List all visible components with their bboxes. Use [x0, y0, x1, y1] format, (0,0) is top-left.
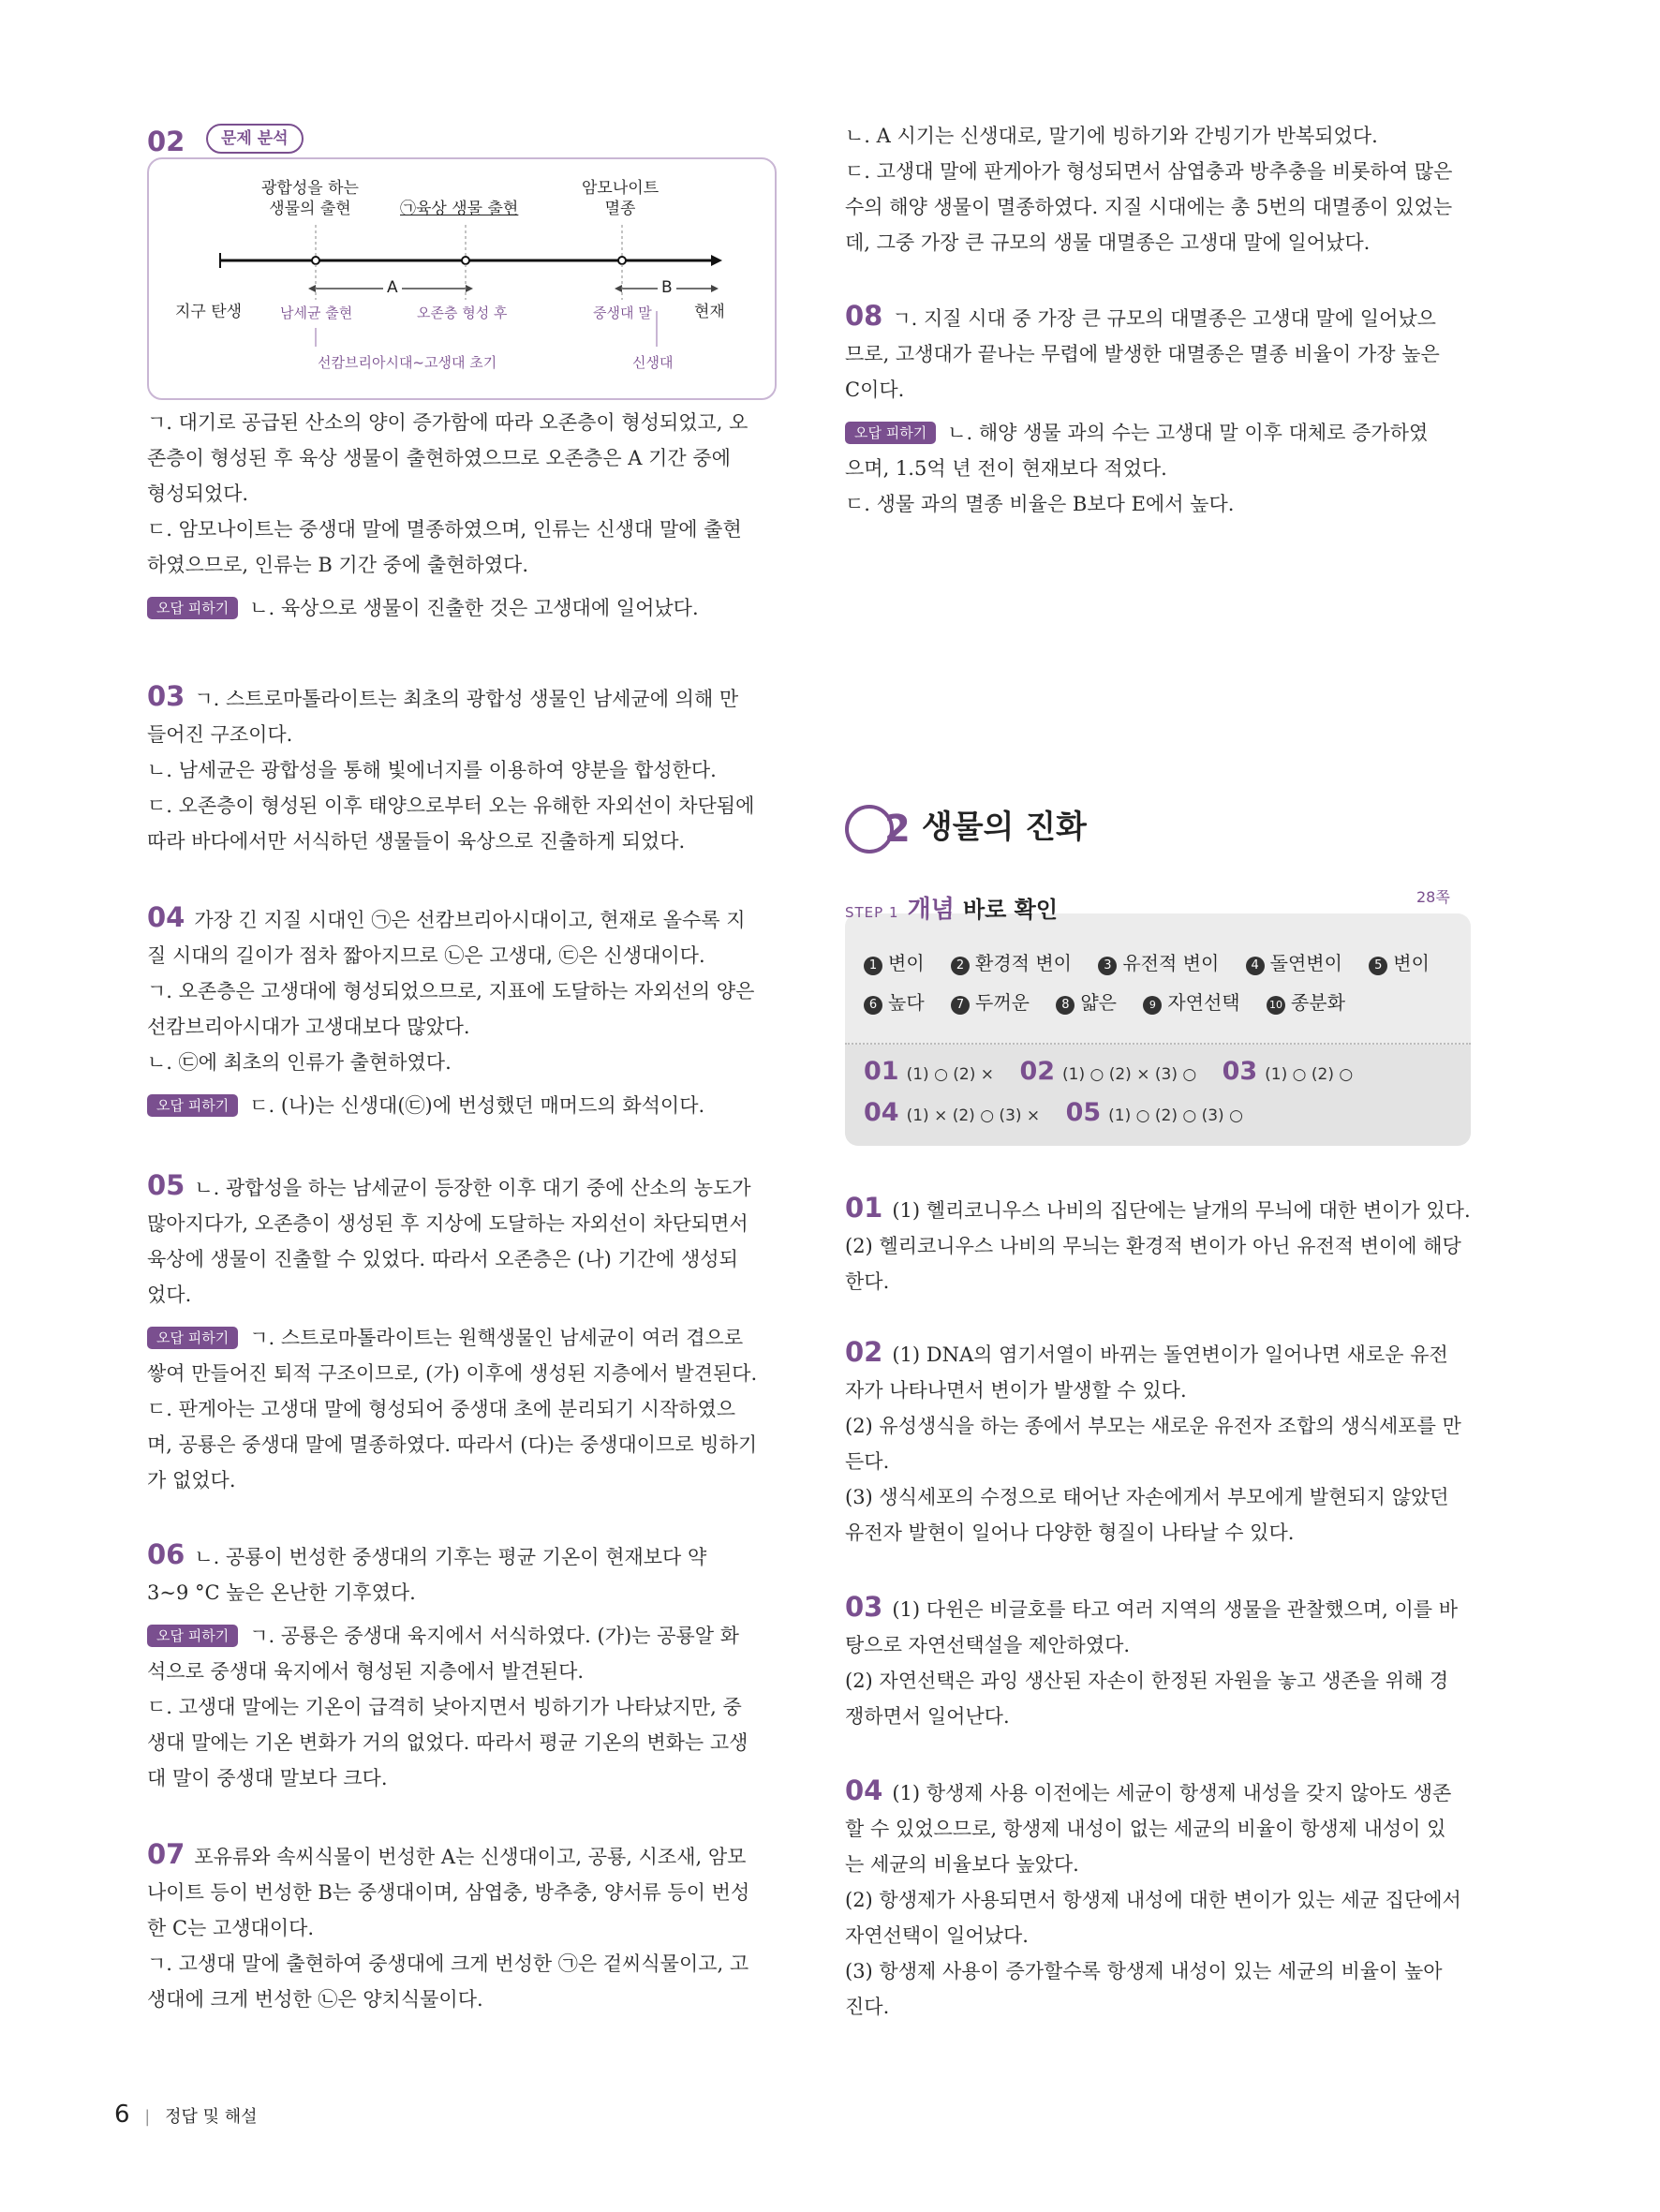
q03-number: 03	[147, 680, 185, 712]
section-title-text: 생물의 진화	[921, 809, 1087, 846]
answer-text: (1) ○ (2) × (3) ○	[1062, 1065, 1197, 1084]
label-photosynthesis: 광합성을 하는 생물의 출현	[261, 179, 359, 218]
answer-item	[1222, 1057, 1354, 1086]
line-text: (1) 헬리코니우스 나비의 집단에는 날개의 무늬에 대한 변이가 있다.	[892, 1199, 1471, 1222]
e01-explanation	[845, 1190, 1471, 1299]
e04-number: 04	[845, 1774, 883, 1806]
footer-divider: |	[144, 2107, 151, 2127]
avoid-line	[845, 415, 1471, 451]
q02-number: 02	[147, 126, 185, 157]
text-line: ㄴ. A 시기는 신생대로, 말기에 빙하기와 간빙기가 반복되었다.	[845, 125, 1378, 147]
text-line: 며, 공룡은 중생대 말에 멸종하였다. 따라서 (다)는 중생대이므로 빙하기	[147, 1433, 758, 1456]
text-line: 탕으로 자연선택설을 제안하였다.	[845, 1634, 1131, 1656]
step-title: 개념	[907, 896, 955, 924]
text-line	[147, 678, 773, 717]
text-line: 대 말이 중생대 말보다 크다.	[147, 1767, 388, 1789]
answer-text: (1) ○ (2) ○ (3) ○	[1108, 1106, 1243, 1125]
number-circle-icon: 10	[1267, 996, 1285, 1015]
text-line: 생대 말에는 기온 변화가 거의 없었다. 따라서 평균 기온의 변화는 고생	[147, 1731, 748, 1754]
text-line	[147, 899, 773, 938]
line-text: ㄱ. 스트로마톨라이트는 최초의 광합성 생물인 남세균에 의해 만	[194, 688, 739, 710]
text-line: 생대에 크게 번성한 ㉡은 양치식물이다.	[147, 1988, 483, 2011]
q06-explanation	[147, 1537, 773, 1796]
timeline-diagram	[147, 157, 777, 400]
page-reference: 28쪽	[1416, 888, 1450, 906]
answer-item	[864, 1098, 1041, 1127]
q03-explanation	[147, 678, 773, 859]
concept-item	[864, 991, 925, 1014]
concept-item	[1267, 991, 1345, 1014]
answer-number: 05	[1065, 1098, 1102, 1127]
text-line: ㄱ. 고생대 말에 출현하여 중생대에 크게 번성한 ㉠은 겉씨식물이고, 고	[147, 1952, 749, 1975]
text-line	[147, 1836, 773, 1875]
problem-analysis-badge: 문제 분석	[206, 124, 304, 154]
e04-explanation	[845, 1773, 1471, 2025]
q02-explanation	[147, 405, 773, 626]
text-line: 는 세균의 비율보다 높았다.	[845, 1853, 1079, 1876]
line-text: 가장 긴 지질 시대인 ㉠은 선캄브리아시대이고, 현재로 올수록 지	[194, 909, 746, 931]
text-line: 든다.	[845, 1450, 890, 1473]
line-text: 포유류와 속씨식물이 번성한 A는 신생대이고, 공룡, 시조새, 암모	[194, 1846, 747, 1868]
q06-number: 06	[147, 1538, 185, 1570]
label-ozone: 오존층 형성 후	[417, 304, 508, 321]
answer-item	[1019, 1057, 1197, 1086]
text-line: 유전자 발현이 일어나 다양한 형질이 나타날 수 있다.	[845, 1522, 1295, 1544]
text-line: (2) 항생제가 사용되면서 항생제 내성에 대한 변이가 있는 세균 집단에서	[845, 1889, 1461, 1911]
text-line: 많아지다가, 오존층이 생성된 후 지상에 도달하는 자외선이 차단되면서	[147, 1212, 748, 1235]
q07-explanation	[147, 1836, 773, 2017]
answers-row-1	[864, 1057, 1353, 1086]
text-line: 들어진 구조이다.	[147, 723, 293, 746]
avoid-tag: 오답 피하기	[147, 1625, 238, 1647]
text-line	[147, 1167, 773, 1206]
answer-text: (1) ○ (2) ×	[906, 1065, 995, 1084]
text-line	[845, 1334, 1471, 1373]
section-title	[845, 801, 1087, 854]
text-line: C이다.	[845, 379, 905, 401]
number-circle-icon: 3	[1098, 957, 1117, 975]
text-line: 할 수 있었으므로, 항생제 내성이 없는 세균의 비율이 항생제 내성이 있	[845, 1818, 1446, 1840]
text-line: 었다.	[147, 1284, 192, 1306]
avoid-tag: 오답 피하기	[147, 1327, 238, 1349]
avoid-text: ㄴ. 해양 생물 과의 수는 고생대 말 이후 대체로 증가하였	[947, 422, 1429, 444]
page-number: 6	[114, 2101, 130, 2129]
label-mesozoic-end: 중생대 말	[593, 304, 652, 321]
number-circle-icon: 6	[864, 996, 882, 1015]
text-line	[845, 1589, 1471, 1627]
text-line: ㄷ. 고생대 말에는 기온이 급격히 낮아지면서 빙하기가 나타났지만, 중	[147, 1696, 742, 1718]
text-line: 쌓여 만들어진 퇴적 구조이므로, (가) 이후에 생성된 지층에서 발견된다.	[147, 1362, 758, 1385]
text-line: (2) 헬리코니우스 나비의 무늬는 환경적 변이가 아닌 유전적 변이에 해당	[845, 1235, 1461, 1257]
text-line: ㄴ. ㉢에 최초의 인류가 출현하였다.	[147, 1051, 452, 1074]
concept-text: 변이	[888, 952, 925, 974]
footer-label: 정답 및 해설	[165, 2107, 258, 2127]
avoid-tag: 오답 피하기	[845, 422, 936, 444]
text-line: ㄴ. 남세균은 광합성을 통해 빛에너지를 이용하여 양분을 합성한다.	[147, 759, 717, 781]
answer-item	[1065, 1098, 1243, 1127]
text-line: ㄱ. 오존층은 고생대에 형성되었으므로, 지표에 도달하는 자외선의 양은	[147, 980, 755, 1002]
q05-explanation	[147, 1167, 773, 1498]
number-circle-icon: 5	[1369, 957, 1387, 975]
text-line: 쟁하면서 일어난다.	[845, 1705, 1010, 1728]
number-circle-icon: 2	[951, 957, 970, 975]
avoid-line	[147, 1320, 773, 1356]
section-number: 2	[884, 807, 911, 851]
line-text: (1) 다윈은 비글호를 타고 여러 지역의 생물을 관찰했으며, 이를 바	[892, 1598, 1459, 1621]
concept-text: 자연선택	[1167, 991, 1240, 1014]
step-label: STEP 1	[845, 904, 899, 921]
page-footer	[114, 2101, 257, 2129]
line-text: ㄴ. 광합성을 하는 남세균이 등장한 이후 대기 중에 산소의 농도가	[194, 1177, 751, 1199]
label-earth-birth: 지구 탄생	[175, 303, 243, 321]
label-land-life: ㉠육상 생물 출현	[400, 200, 519, 218]
e02-explanation	[845, 1334, 1471, 1551]
text-line	[845, 1773, 1471, 1811]
answer-number: 03	[1222, 1057, 1258, 1086]
concept-text: 유전적 변이	[1122, 952, 1220, 974]
concept-row-1	[864, 948, 1430, 975]
answer-item	[864, 1057, 995, 1086]
step-sub: 바로 확인	[962, 897, 1059, 923]
text-line: ㄱ. 대기로 공급된 산소의 양이 증가함에 따라 오존층이 형성되었고, 오	[147, 411, 748, 434]
interval-a: A	[383, 277, 402, 298]
concept-item	[1246, 952, 1342, 974]
concept-text: 종분화	[1290, 991, 1345, 1014]
text-line: ㄷ. 오존층이 형성된 이후 태양으로부터 오는 유해한 자외선이 차단됨에	[147, 794, 755, 817]
concept-item	[951, 952, 1072, 974]
text-line: 3~9 °C 높은 온난한 기후였다.	[147, 1581, 416, 1604]
text-line: 자연선택이 일어났다.	[845, 1924, 1029, 1947]
avoid-text: ㄱ. 스트로마톨라이트는 원핵생물인 남세균이 여러 겹으로	[249, 1327, 744, 1349]
q07-continued	[845, 118, 1471, 260]
text-line: 하였으므로, 인류는 B 기간 중에 출현하였다.	[147, 554, 529, 576]
line-text: (1) DNA의 염기서열이 바뀌는 돌연변이가 일어나면 새로운 유전	[892, 1344, 1448, 1366]
concept-item	[864, 952, 925, 974]
e01-number: 01	[845, 1192, 883, 1224]
text-line: 자가 나타나면서 변이가 발생할 수 있다.	[845, 1379, 1187, 1402]
q04-explanation	[147, 899, 773, 1123]
answer-number: 02	[1019, 1057, 1056, 1086]
avoid-tag: 오답 피하기	[147, 597, 238, 619]
interval-b: B	[658, 277, 676, 298]
avoid-text: ㄴ. 육상으로 생물이 진출한 것은 고생대에 일어났다.	[249, 597, 699, 619]
text-line: 나이트 등이 번성한 B는 중생대이며, 삼엽충, 방추충, 양서류 등이 번성	[147, 1881, 750, 1904]
concept-text: 높다	[888, 991, 925, 1014]
concept-item	[951, 991, 1030, 1014]
text-line: 한 C는 고생대이다.	[147, 1917, 315, 1939]
line-text: ㄴ. 공룡이 번성한 중생대의 기후는 평균 기온이 현재보다 약	[194, 1546, 707, 1568]
concept-text: 변이	[1393, 952, 1430, 974]
text-line: 으며, 1.5억 년 전이 현재보다 적었다.	[845, 457, 1167, 480]
number-circle-icon: 4	[1246, 957, 1265, 975]
text-line: 가 없었다.	[147, 1469, 236, 1492]
number-circle-icon: 7	[951, 996, 970, 1015]
number-circle-icon: 9	[1143, 996, 1162, 1015]
text-line: ㄷ. 생물 과의 멸종 비율은 B보다 E에서 높다.	[845, 493, 1235, 515]
concept-row-2	[864, 987, 1345, 1015]
label-era-left: 선캄브리아시대~고생대 초기	[318, 354, 497, 371]
avoid-text: ㄷ. (나)는 신생대(㉢)에 번성했던 매머드의 화석이다.	[249, 1094, 705, 1117]
q07-number: 07	[147, 1838, 185, 1870]
avoid-text: ㄱ. 공룡은 중생대 육지에서 서식하였다. (가)는 공룡알 화	[249, 1625, 739, 1647]
concept-item	[1369, 952, 1430, 974]
e03-number: 03	[845, 1591, 883, 1623]
text-line: 존층이 형성된 후 육상 생물이 출현하였으므로 오존층은 A 기간 중에	[147, 447, 731, 469]
answers-row-2	[864, 1098, 1243, 1127]
label-ammonite: 암모나이트 멸종	[582, 179, 660, 218]
text-line: ㄷ. 판게아는 고생대 말에 형성되어 중생대 초에 분리되기 시작하였으	[147, 1398, 736, 1420]
step-header	[845, 890, 1058, 925]
text-line: 석으로 중생대 육지에서 형성된 지층에서 발견된다.	[147, 1660, 585, 1683]
number-circle-icon: 1	[864, 957, 882, 975]
text-line: 진다.	[845, 1996, 890, 2018]
text-line: 므로, 고생대가 끝나는 무렵에 발생한 대멸종은 멸종 비율이 가장 높은	[845, 343, 1440, 365]
text-line: (2) 자연선택은 과잉 생산된 자손이 한정된 자원을 놓고 생존을 위해 경	[845, 1670, 1449, 1692]
text-line: ㄷ. 암모나이트는 중생대 말에 멸종하였으며, 인류는 신생대 말에 출현	[147, 518, 742, 541]
concept-text: 환경적 변이	[975, 952, 1072, 974]
line-text: ㄱ. 지질 시대 중 가장 큰 규모의 대멸종은 고생대 말에 일어났으	[892, 307, 1436, 330]
text-line: 데, 그중 가장 큰 규모의 생물 대멸종은 고생대 말에 일어났다.	[845, 231, 1371, 254]
avoid-tag: 오답 피하기	[147, 1094, 238, 1117]
label-era-cenozoic: 신생대	[632, 354, 674, 371]
answer-text: (1) ○ (2) ○	[1265, 1065, 1354, 1084]
concept-text: 얇은	[1080, 991, 1117, 1014]
text-line: 질 시대의 길이가 점차 짧아지므로 ㉡은 고생대, ㉢은 신생대이다.	[147, 944, 705, 967]
avoid-line	[147, 1088, 773, 1123]
q05-number: 05	[147, 1169, 185, 1201]
concept-item	[1143, 991, 1239, 1014]
text-line	[845, 298, 1471, 336]
answer-text: (1) × (2) ○ (3) ×	[906, 1106, 1041, 1125]
concept-item	[1056, 991, 1117, 1014]
text-line: (2) 유성생식을 하는 종에서 부모는 새로운 유전자 조합의 생식세포를 만	[845, 1415, 1461, 1437]
line-text: (1) 항생제 사용 이전에는 세균이 항생제 내성을 갖지 않아도 생존	[892, 1782, 1452, 1804]
text-line: 따라 바다에서만 서식하던 생물들이 육상으로 진출하게 되었다.	[147, 830, 686, 853]
q08-explanation	[845, 298, 1471, 522]
avoid-line	[147, 590, 773, 626]
number-circle-icon: 8	[1056, 996, 1075, 1015]
text-line: 형성되었다.	[147, 482, 249, 505]
label-present: 현재	[694, 303, 725, 321]
text-line: 한다.	[845, 1270, 890, 1293]
text-line	[147, 1537, 773, 1575]
q04-number: 04	[147, 901, 185, 933]
e03-explanation	[845, 1589, 1471, 1734]
text-line: 육상에 생물이 진출할 수 있었다. 따라서 오존층은 (나) 기간에 생성되	[147, 1248, 738, 1270]
text-line: (3) 생식세포의 수정으로 태어난 자손에게서 부모에게 발현되지 않았던	[845, 1486, 1449, 1508]
concept-text: 두꺼운	[975, 991, 1030, 1014]
concept-text: 돌연변이	[1269, 952, 1342, 974]
q08-number: 08	[845, 300, 883, 332]
label-cyanobacteria: 남세균 출현	[280, 304, 353, 321]
text-line: 수의 해양 생물이 멸종하였다. 지질 시대에는 총 5번의 대멸종이 있었는	[845, 196, 1453, 218]
text-line	[845, 1190, 1471, 1228]
avoid-line	[147, 1618, 773, 1654]
concept-item	[1098, 952, 1219, 974]
e02-number: 02	[845, 1336, 883, 1368]
answer-number: 04	[864, 1098, 899, 1127]
text-line: 선캄브리아시대가 고생대보다 많았다.	[147, 1016, 470, 1038]
text-line: (3) 항생제 사용이 증가할수록 항생제 내성이 있는 세균의 비율이 높아	[845, 1960, 1443, 1982]
answer-number: 01	[864, 1057, 899, 1086]
text-line: ㄷ. 고생대 말에 판게아가 형성되면서 삼엽충과 방추충을 비롯하여 많은	[845, 160, 1453, 183]
